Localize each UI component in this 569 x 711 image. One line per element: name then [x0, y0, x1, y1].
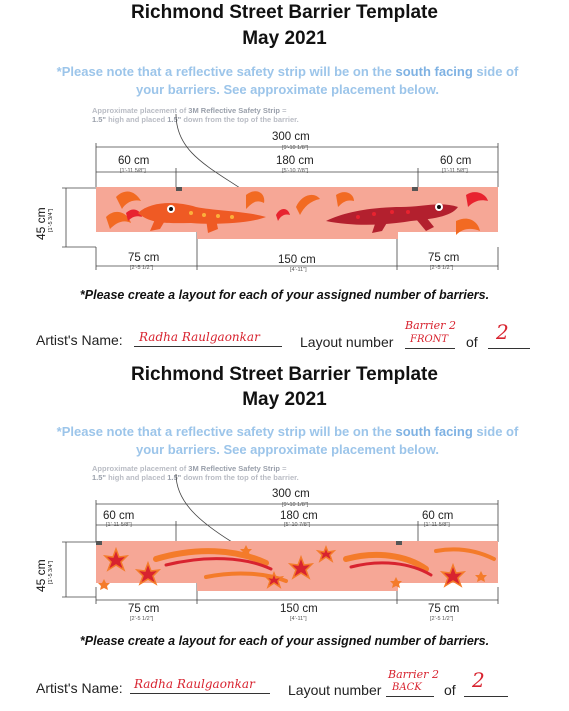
dim-right-bot-sub: [2'-5 1/2"]	[430, 265, 454, 271]
dim-mid-top-label: 180 cm	[280, 510, 318, 522]
barrier-number-handwritten: Barrier 2	[405, 319, 456, 332]
dim-right-top-sub: [1'-11 5/8"]	[424, 522, 450, 528]
layout-number-line	[405, 348, 455, 349]
page-title: Richmond Street Barrier Template	[131, 364, 438, 385]
strip-placement-note: Approximate placement of 3M Reflective Safety Strip = 1.5" high and placed 1.5" down from the top of the barrier.	[92, 106, 299, 124]
artist-name-label: Artist's Name:	[36, 680, 123, 696]
dim-right-bot-label: 75 cm	[428, 252, 460, 264]
total-barriers-value: 2	[472, 668, 485, 692]
dim-total-sub: [9'-10 1/8"]	[282, 145, 309, 151]
dim-mid-bot-label: 150 cm	[280, 603, 318, 615]
dim-left-top-label: 60 cm	[118, 155, 150, 167]
strip-placement-note: Approximate placement of 3M Reflective Safety Strip = 1.5" high and placed 1.5" down from the top of the barrier.	[92, 464, 299, 482]
of-label: of	[466, 334, 478, 350]
total-barriers-value: 2	[496, 320, 509, 344]
dim-mid-top-sub: [5'-10 7/8"]	[284, 522, 311, 528]
dim-mid-bot-sub: [4'-11"]	[290, 267, 307, 273]
layout-number-label: Layout number	[300, 334, 394, 350]
layout-number-label: Layout number	[288, 682, 382, 698]
layout-instruction: *Please create a layout for each of your assigned number of barriers.	[79, 634, 490, 648]
dim-left-bot-sub: [2'-5 1/2"]	[130, 265, 154, 271]
dim-left-top-sub: [1'-11 5/8"]	[120, 168, 146, 174]
dim-total-sub: [9'-10 1/8"]	[282, 502, 309, 508]
page-title: Richmond Street Barrier Template	[131, 2, 438, 23]
safety-note: *Please note that a reflective safety strip will be on the south facing side of your barriers. See approximate placement below.	[56, 424, 519, 457]
dim-left-bot-label: 75 cm	[128, 603, 160, 615]
dim-total-label: 300 cm	[272, 488, 310, 500]
strip-marker-left	[176, 187, 182, 191]
of-label: of	[444, 682, 456, 698]
dim-left-bot-label: 75 cm	[128, 252, 160, 264]
strip-marker-right	[396, 541, 402, 545]
artist-name-value: Radha Raulgaonkar	[139, 330, 260, 344]
layout-number-line	[386, 696, 434, 697]
total-line	[488, 348, 530, 349]
dim-left-bot-sub: [2'-5 1/2"]	[130, 616, 154, 622]
dim-mid-top-label: 180 cm	[276, 155, 314, 167]
safety-note: *Please note that a reflective safety strip will be on the south facing side of your barriers. See approximate placement below.	[56, 64, 519, 97]
dim-mid-top-sub: [5'-10 7/8"]	[282, 168, 309, 174]
dim-mid-bot-sub: [4'-11"]	[290, 616, 307, 622]
dim-height-sub: [1'-5 3/4"]	[48, 560, 54, 584]
dim-left-top-label: 60 cm	[103, 510, 135, 522]
page-date: May 2021	[242, 28, 327, 49]
dim-height-label: 45 cm	[34, 559, 48, 592]
dim-height-label: 45 cm	[34, 207, 48, 240]
dim-height-sub: [1'-5 3/4"]	[48, 208, 54, 232]
artist-name-label: Artist's Name:	[36, 332, 123, 348]
barrier-number-handwritten: Barrier 2	[388, 668, 439, 681]
dim-total-label: 300 cm	[272, 131, 310, 143]
artist-name-line	[134, 346, 282, 347]
dim-mid-bot-label: 150 cm	[278, 254, 316, 266]
dim-right-top-sub: [1'-11 5/8"]	[442, 168, 468, 174]
dim-left-top-sub: [1'-11 5/8"]	[106, 522, 132, 528]
total-line	[464, 696, 508, 697]
barrier-side-handwritten: BACK	[392, 682, 422, 693]
barrier-artwork-shooting-stars	[96, 541, 498, 597]
strip-marker-right	[412, 187, 418, 191]
dim-right-bot-label: 75 cm	[428, 603, 460, 615]
barrier-artwork-crocodiles	[96, 187, 498, 247]
dim-right-top-label: 60 cm	[440, 155, 472, 167]
dim-right-top-label: 60 cm	[422, 510, 454, 522]
barrier-side-handwritten: FRONT	[410, 334, 449, 345]
artist-name-value: Radha Raulgaonkar	[134, 677, 255, 691]
layout-instruction: *Please create a layout for each of your assigned number of barriers.	[79, 288, 490, 302]
page-date: May 2021	[242, 389, 327, 410]
artist-name-line	[130, 693, 270, 694]
dim-right-bot-sub: [2'-5 1/2"]	[430, 616, 454, 622]
strip-marker-left	[96, 541, 102, 545]
